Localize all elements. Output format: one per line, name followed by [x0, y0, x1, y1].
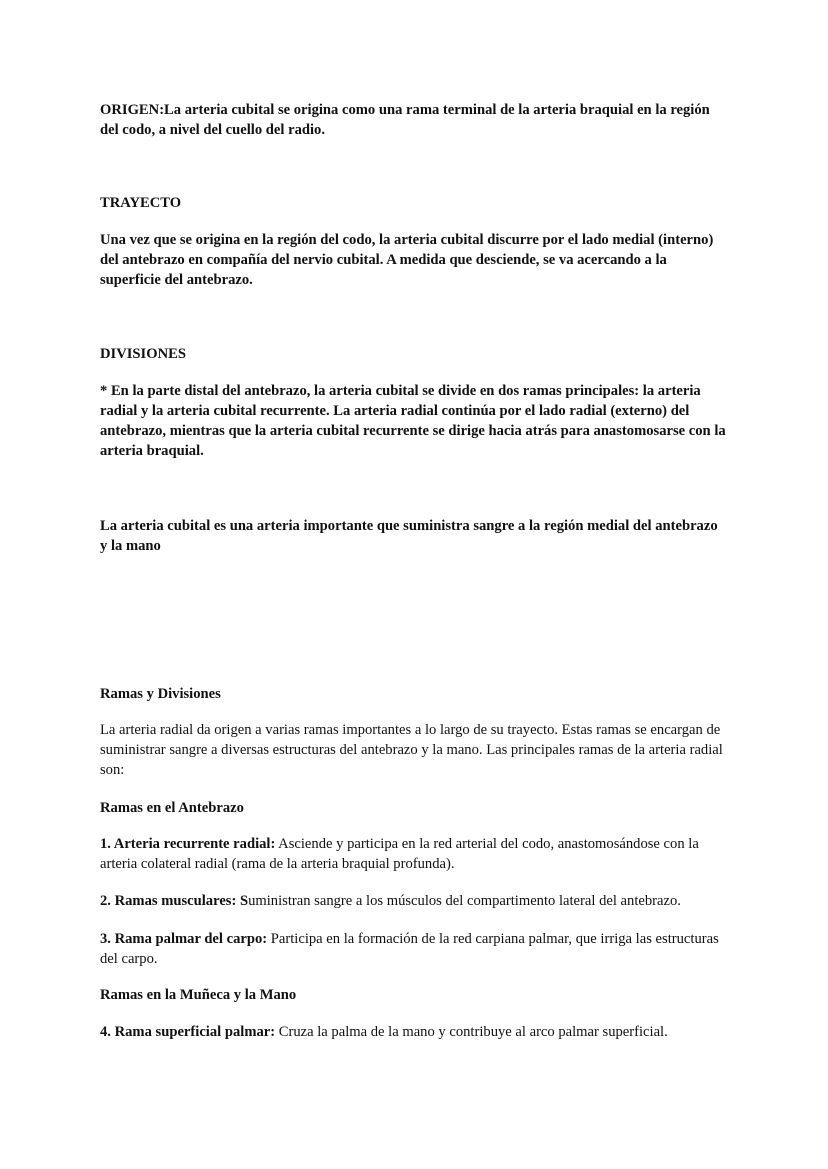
origen-paragraph: ORIGEN:La arteria cubital se origina como una rama terminal de la arteria braquial en la región del codo, a nivel del cuello del radio.	[100, 102, 710, 138]
divisiones-heading: DIVISIONES	[100, 346, 186, 362]
trayecto-paragraph: Una vez que se origina en la región del codo, la arteria cubital discurre por el lado medial (interno) del antebrazo en compañía del nervio cubital. A medida que desciende, se va acercando a la superficie del antebrazo.	[100, 232, 714, 288]
ramas-heading: Ramas y Divisiones	[100, 686, 221, 702]
rama-item-1-text: Asciende y participa en la red arterial del codo, anastomosándose con la arteria colateral radial (rama de la arteria braquial profunda).	[100, 836, 699, 872]
rama-item-3-text: Participa en la formación de la red carpiana palmar, que irriga las estructuras del carpo.	[100, 931, 719, 967]
rama-item-4-label: 4. Rama superficial palmar:	[100, 1024, 276, 1040]
rama-item-3	[100, 929, 728, 969]
trayecto-heading: TRAYECTO	[100, 195, 182, 211]
summary-paragraph: La arteria cubital es una arteria importante que suministra sangre a la región medial del antebrazo y la mano	[100, 518, 718, 554]
ramas-muneca-heading: Ramas en la Muñeca y la Mano	[100, 987, 297, 1003]
divisiones-paragraph: * En la parte distal del antebrazo, la arteria cubital se divide en dos ramas principales: la arteria radial y la arteria cubital recurrente. La arteria radial continúa por el lado radial (externo) del antebrazo, mientras que la arteria cubital recurrente se dirige hacia atrás para anastomosarse con la arteria braquial.	[100, 383, 726, 459]
rama-item-1	[100, 834, 728, 874]
rama-item-2-label: 2. Ramas musculares: S	[100, 893, 249, 909]
rama-item-2	[100, 891, 728, 911]
rama-item-3-label: 3. Rama palmar del carpo:	[100, 931, 268, 947]
ramas-antebrazo-heading: Ramas en el Antebrazo	[100, 800, 244, 816]
rama-item-1-label: 1. Arteria recurrente radial:	[100, 836, 276, 852]
rama-item-2-text: uministran sangre a los músculos del compartimento lateral del antebrazo.	[248, 893, 681, 909]
rama-item-4-text: Cruza la palma de la mano y contribuye al arco palmar superficial.	[275, 1024, 668, 1040]
ramas-intro-paragraph: La arteria radial da origen a varias ramas importantes a lo largo de su trayecto. Estas ramas se encargan de suministrar sangre a diversas estructuras del antebrazo y la mano. Las principales ramas de la arteria radial son:	[100, 722, 723, 778]
rama-item-4	[100, 1022, 728, 1042]
